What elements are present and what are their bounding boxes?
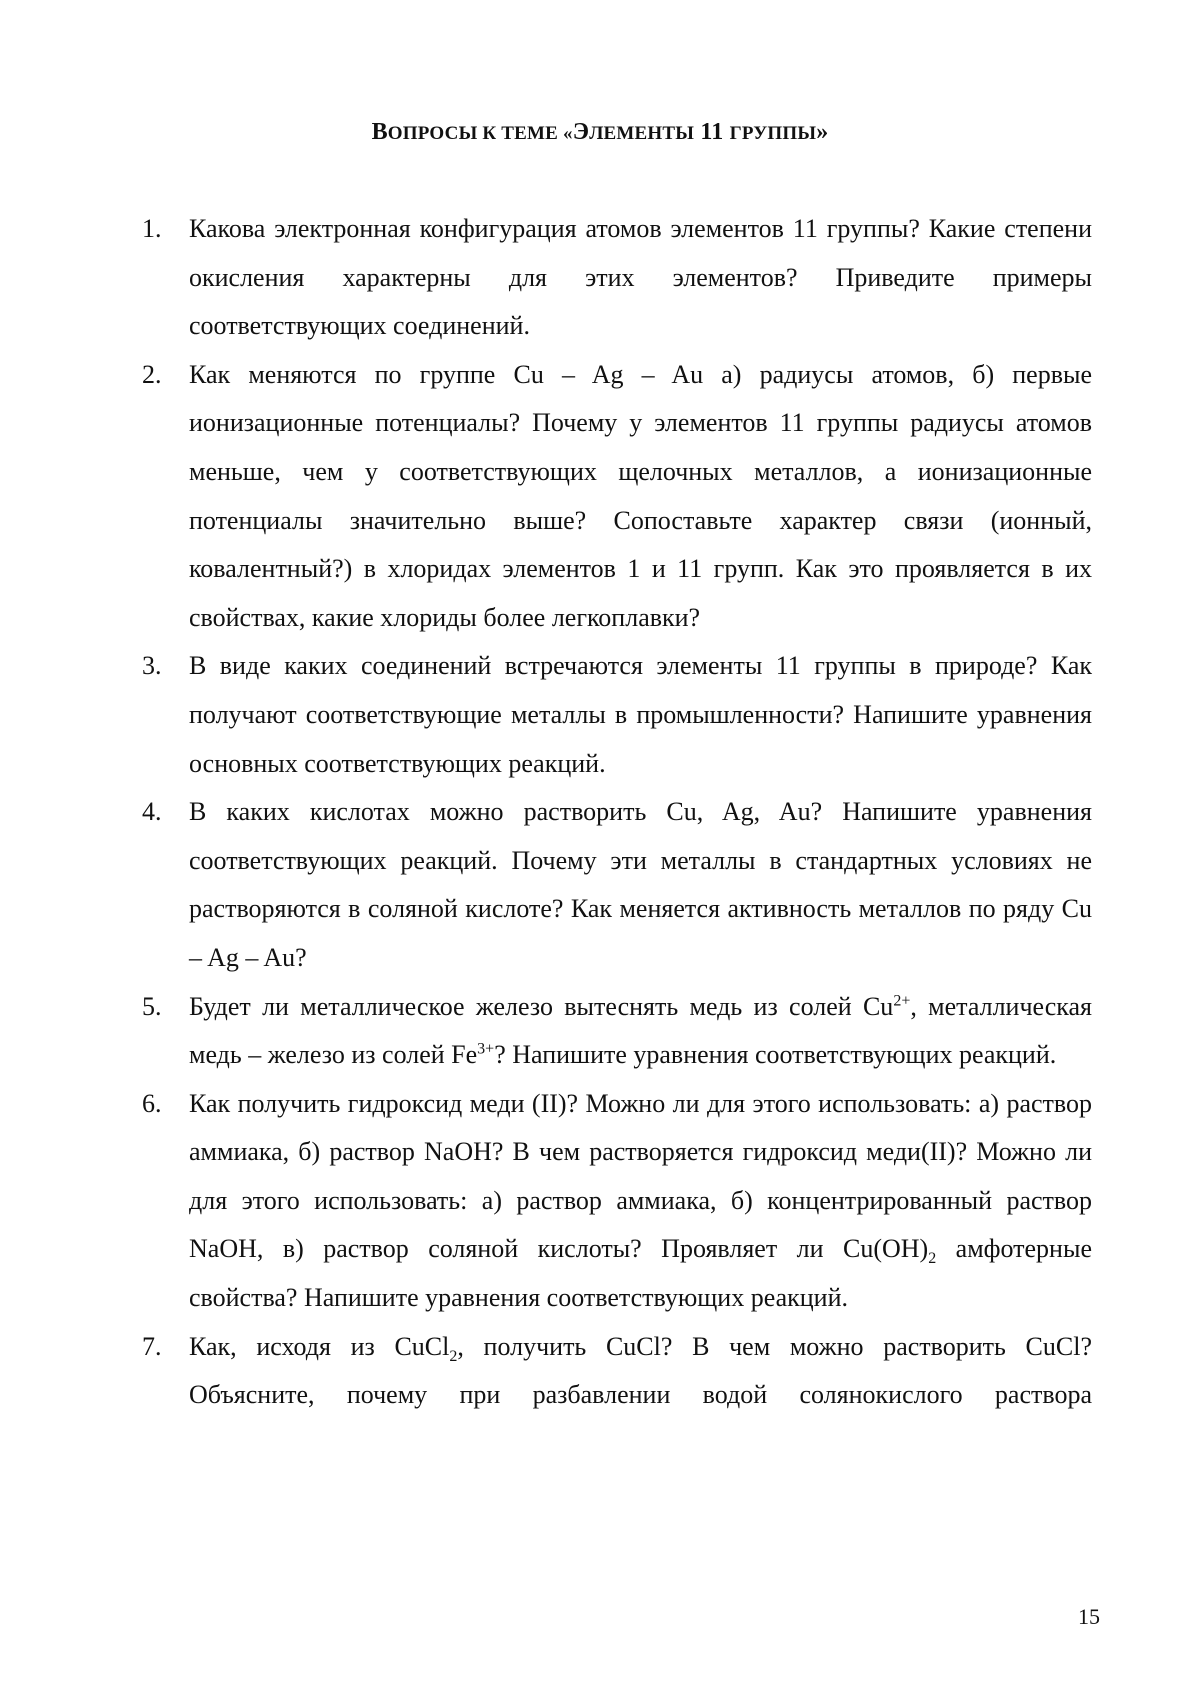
question-number: 7.: [142, 1323, 182, 1372]
question-text-part: Как, исходя из CuCl: [189, 1332, 449, 1361]
question-number: 2.: [142, 351, 182, 400]
question-text-part: , металлическая медь – железо из солей Fe: [189, 992, 1092, 1070]
question-number: 1.: [142, 205, 182, 254]
title-close: »: [816, 119, 828, 145]
question-item: [132, 351, 1092, 643]
question-text: [189, 1089, 1092, 1312]
charge-superscript: 2+: [893, 992, 910, 1009]
title-part-3: ГРУППЫ: [730, 123, 817, 144]
question-text: Какова электронная конфигурация атомов элементов 11 группы? Какие степени окисления характерны для этих элементов? Приведите примеры соответствующих соединений.: [189, 214, 1092, 340]
question-item: [132, 788, 1092, 982]
question-number: 6.: [142, 1080, 182, 1129]
question-text: В каких кислотах можно растворить Cu, Ag, Au? Напишите уравнения соответствующих реакций. Почему эти металлы в стандартных условиях не растворяются в соляной кислоте? Как меняется активность металлов по ряду Cu – Ag – Au?: [189, 797, 1092, 972]
formula-subscript: 2: [449, 1348, 457, 1365]
title-cap-1: В: [372, 119, 388, 145]
question-text: Как меняются по группе Cu – Ag – Au а) радиусы атомов, б) первые ионизационные потенциалы? Почему у элементов 11 группы радиусы атомов меньше, чем у соответствующих щелочных металлов, а ионизационные потенциалы значительно выше? Сопоставьте характер связи (ионный, ковалентный?) в хлоридах элементов 1 и 11 групп. Как это проявляется в их свойствах, какие хлориды более легкоплавки?: [189, 360, 1092, 632]
question-text-part: Как получить гидроксид меди (II)? Можно ли для этого использовать: а) раствор аммиака, б) раствор NaOH? В чем растворяется гидроксид меди(II)? Можно ли для этого использовать: а) раствор аммиака, б) концентрированный раствор NaOH, в) раствор соляной кислоты? Проявляет ли Cu(OH): [189, 1089, 1092, 1264]
question-text: [189, 992, 1092, 1070]
question-item: [132, 983, 1092, 1080]
formula-subscript: 2: [928, 1251, 936, 1268]
charge-superscript: 3+: [477, 1040, 494, 1057]
title-number: 11: [694, 119, 729, 145]
question-number: 4.: [142, 788, 182, 837]
page-title: [0, 119, 1200, 146]
page-number: 15: [1060, 1604, 1100, 1630]
question-item: [132, 1080, 1092, 1323]
title-part-1: ОПРОСЫ К ТЕМЕ «: [388, 123, 573, 144]
title-cap-2: Э: [573, 119, 589, 145]
question-text-part: ? Напишите уравнения соответствующих реакций.: [494, 1040, 1056, 1069]
question-text: [189, 1332, 1092, 1410]
question-text-part: , получить CuCl? В чем можно растворить CuCl? Объясните, почему при разбавлении водой солянокислого раствора: [189, 1332, 1092, 1410]
question-list: [132, 205, 1092, 1420]
question-item: [132, 1323, 1092, 1420]
question-text: В виде каких соединений встречаются элементы 11 группы в природе? Как получают соответствующие металлы в промышленности? Напишите уравнения основных соответствующих реакций.: [189, 651, 1092, 777]
question-item: [132, 642, 1092, 788]
question-number: 5.: [142, 983, 182, 1032]
question-item: [132, 205, 1092, 351]
document-page: [0, 0, 1200, 1698]
question-text-part: амфотерные свойства? Напишите уравнения соответствующих реакций.: [189, 1234, 1092, 1312]
title-part-2: ЛЕМЕНТЫ: [589, 123, 694, 144]
question-number: 3.: [142, 642, 182, 691]
question-text-part: Будет ли металлическое железо вытеснять медь из солей Cu: [189, 992, 893, 1021]
